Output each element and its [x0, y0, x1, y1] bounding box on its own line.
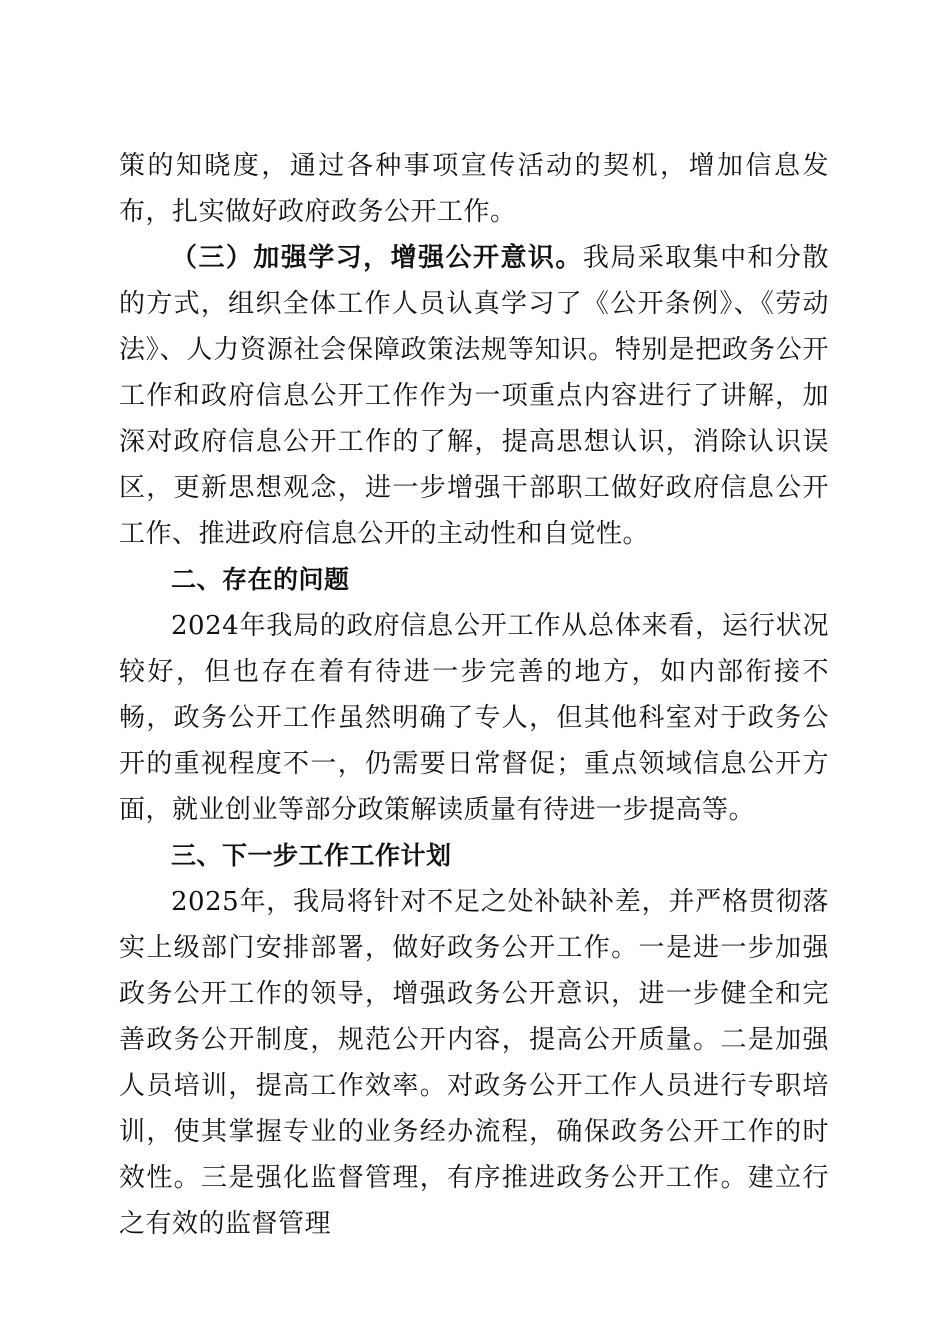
document-body: [119, 143, 829, 1247]
section-heading-problems: 二、存在的问题: [171, 565, 350, 594]
section-heading-plan: 三、下一步工作工作计划: [171, 841, 452, 870]
paragraph-study-body: 我局采取集中和分散的方式，组织全体工作人员认真学习了《公开条例》、《劳动法》、人力资源社会保障政策法规等知识。特别是把政务公开工作和政府信息公开工作作为一项重点内容进行了讲解，加深对政府信息公开工作的了解，提高思想认识，消除认识误区，更新思想观念，进一步增强干部职工做好政府信息公开工作、推进政府信息公开的主动性和自觉性。: [119, 243, 829, 549]
paragraph-study-lead: （三）加强学习，增强公开意识。: [171, 243, 583, 273]
paragraph-plan: 2025年，我局将针对不足之处补缺补差，并严格贯彻落实上级部门安排部署，做好政务公开工作。一是进一步加强政务公开工作的领导，增强政务公开意识，进一步健全和完善政务公开制度，规范公开内容，提高公开质量。二是加强人员培训，提高工作效率。对政务公开工作人员进行专职培训，使其掌握专业的业务经办流程，确保政务公开工作的时效性。三是强化监督管理，有序推进政务公开工作。建立行之有效的监督管理: [119, 887, 829, 1239]
paragraph-continued: 策的知晓度，通过各种事项宣传活动的契机，增加信息发布，扎实做好政府政务公开工作。: [119, 151, 829, 227]
paragraph-study: [119, 235, 829, 557]
paragraph-problems: 2024年我局的政府信息公开工作从总体来看，运行状况较好，但也存在着有待进一步完善的地方，如内部衔接不畅，政务公开工作虽然明确了专人，但其他科室对于政务公开的重视程度不一，仍需要日常督促；重点领域信息公开方面，就业创业等部分政策解读质量有待进一步提高等。: [119, 611, 829, 825]
